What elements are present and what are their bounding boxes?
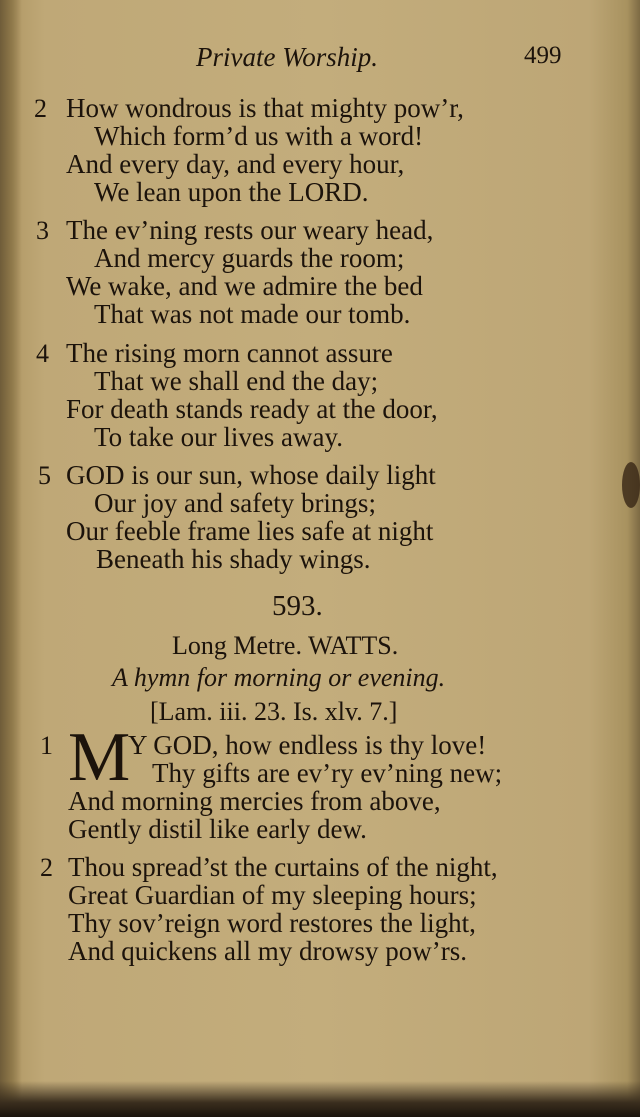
stanza-number: 4: [36, 339, 49, 368]
verse-line: For death stands ready at the door,: [66, 394, 438, 424]
verse-line: The ev’ning rests our weary head,: [66, 215, 434, 245]
verse-line: Y GOD, how endless is thy love!: [128, 730, 487, 760]
verse-line: That we shall end the day;: [94, 366, 379, 396]
scripture-reference: [Lam. iii. 23. Is. xlv. 7.]: [150, 697, 398, 726]
running-header: Private Worship.: [196, 42, 378, 72]
page-stain: [622, 462, 640, 508]
verse-line: Thy gifts are ev’ry ev’ning new;: [152, 758, 503, 788]
hymn-number: 593.: [272, 590, 323, 622]
page-gutter-shadow: [0, 0, 22, 1117]
stanza-number: 2: [40, 853, 53, 882]
verse-line: How wondrous is that mighty pow’r,: [66, 93, 464, 123]
verse-line: And quickens all my drowsy pow’rs.: [68, 936, 467, 966]
stanza-number: 2: [34, 94, 47, 123]
verse-line: Thy sov’reign word restores the light,: [68, 908, 476, 938]
verse-line: Our joy and safety brings;: [94, 488, 376, 518]
verse-line: Gently distil like early dew.: [68, 814, 367, 844]
page-bottom-shadow: [0, 1081, 640, 1117]
verse-line: That was not made our tomb.: [94, 299, 411, 329]
verse-line: To take our lives away.: [94, 422, 344, 452]
verse-line: We lean upon the LORD.: [94, 177, 369, 207]
verse-line: GOD is our sun, whose daily light: [66, 460, 436, 490]
stanza-number: 5: [38, 461, 51, 490]
stanza-number: 1: [40, 731, 53, 760]
hymn-subtitle: A hymn for morning or evening.: [112, 663, 446, 692]
verse-line: The rising morn cannot assure: [66, 338, 393, 368]
verse-line: Which form’d us with a word!: [94, 121, 424, 151]
verse-line: Thou spread’st the curtains of the night,: [68, 852, 498, 882]
verse-line: Beneath his shady wings.: [96, 544, 371, 574]
drop-cap: M: [68, 719, 131, 796]
verse-line: And every day, and every hour,: [66, 149, 405, 179]
verse-line: And morning mercies from above,: [68, 786, 441, 816]
verse-line: We wake, and we admire the bed: [66, 271, 423, 301]
verse-line: Great Guardian of my sleeping hours;: [68, 880, 477, 910]
verse-line: Our feeble frame lies safe at night: [66, 516, 434, 546]
stanza-number: 3: [36, 216, 49, 245]
page-number: 499: [524, 42, 562, 69]
verse-line: And mercy guards the room;: [94, 243, 405, 273]
hymn-metre: Long Metre. WATTS.: [172, 631, 399, 660]
